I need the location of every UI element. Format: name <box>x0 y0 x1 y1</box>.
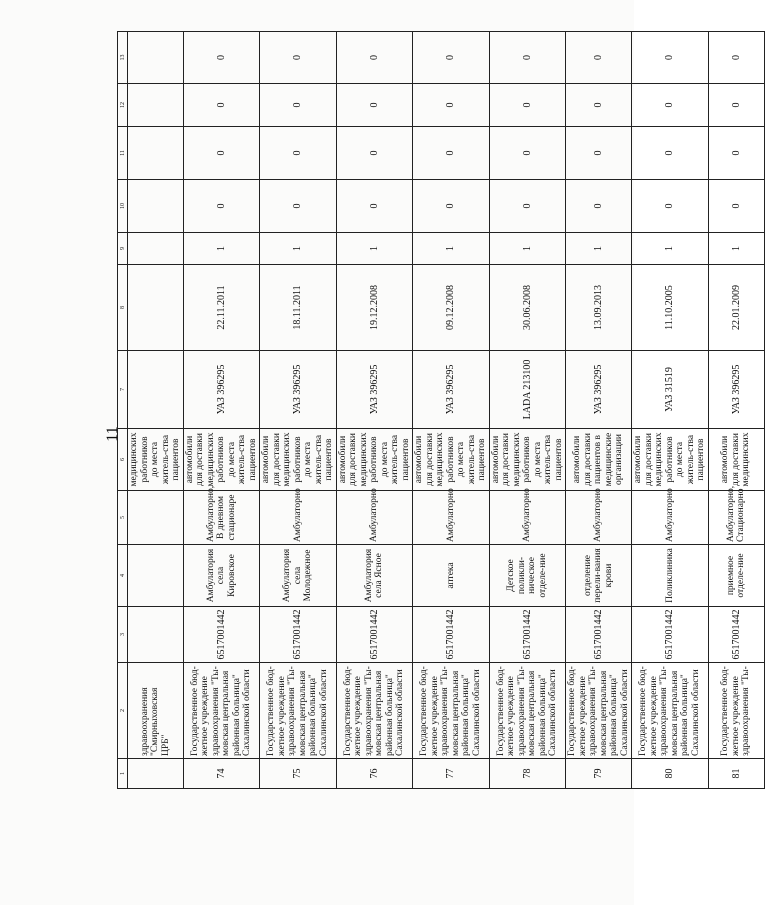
cell-organization: Государственное бюд-жетное учреждение здравоохранения "Ты-мовская центральная районная больница" Сахалинской области <box>632 663 709 759</box>
column-number: 2 <box>118 663 128 759</box>
cell-care-type: Амбулаторно <box>566 491 632 545</box>
rotated-table-container <box>117 32 752 789</box>
cell-care-type: Амбулаторно <box>632 491 709 545</box>
cell-vehicle-model: УАЗ 396295 <box>413 351 490 429</box>
cell-col-13: 0 <box>708 32 764 84</box>
cell-unit: отделение перели-вания крови <box>566 545 632 607</box>
table-row <box>336 32 413 789</box>
cell-col-11: 0 <box>566 127 632 180</box>
cell-col-9: 1 <box>566 233 632 265</box>
cell-inn: 6517001442 <box>489 607 566 663</box>
cell-col-13: 0 <box>260 32 337 84</box>
cell-purpose: автомобили для доставки медицинских работников до места житель-ства пациентов <box>489 429 566 491</box>
cell-empty <box>128 127 184 180</box>
cell-col-12: 0 <box>183 84 260 127</box>
column-number: 3 <box>118 607 128 663</box>
cell-col-10: 0 <box>260 180 337 233</box>
cell-col-12: 0 <box>413 84 490 127</box>
cell-empty <box>128 32 184 84</box>
column-number: 1 <box>118 759 128 789</box>
cell-row-number: 79 <box>566 759 632 789</box>
vehicles-table <box>117 31 765 789</box>
cell-purpose: автомобили для доставки медицинских <box>708 429 764 491</box>
cell-unit: аптека <box>413 545 490 607</box>
cell-row-number: 77 <box>413 759 490 789</box>
cell-purpose: медицинских работников до места житель-ства пациентов <box>128 429 184 491</box>
cell-inn: 6517001442 <box>413 607 490 663</box>
column-number: 8 <box>118 265 128 351</box>
cell-col-12: 0 <box>632 84 709 127</box>
cell-empty <box>128 84 184 127</box>
cell-empty <box>128 265 184 351</box>
column-number: 4 <box>118 545 128 607</box>
cell-col-9: 1 <box>336 233 413 265</box>
cell-vehicle-model: LADA 213100 <box>489 351 566 429</box>
cell-col-13: 0 <box>489 32 566 84</box>
column-number: 12 <box>118 84 128 127</box>
cell-unit: приемное отделе-ние <box>708 545 764 607</box>
cell-col-9: 1 <box>183 233 260 265</box>
cell-inn: 6517001442 <box>632 607 709 663</box>
cell-empty <box>128 491 184 545</box>
cell-date: 18.11.2011 <box>260 265 337 351</box>
cell-organization: Государственное бюд-жетное учреждение здравоохранения "Ты-мовская центральная районная больница" Сахалинской области <box>566 663 632 759</box>
cell-col-13: 0 <box>566 32 632 84</box>
cell-row-number: 81 <box>708 759 764 789</box>
cell-unit: Амбулатория села Молодежное <box>260 545 337 607</box>
cell-organization: Государственное бюд-жетное учреждение здравоохранения "Ты- <box>708 663 764 759</box>
cell-organization: Государственное бюд-жетное учреждение здравоохранения "Ты-мовская центральная районная больница" Сахалинской области <box>336 663 413 759</box>
cell-col-9: 1 <box>260 233 337 265</box>
column-number: 7 <box>118 351 128 429</box>
cell-vehicle-model: УАЗ 396295 <box>260 351 337 429</box>
cell-care-type: Амбулаторно, В дневном стационаре <box>183 491 260 545</box>
cell-col-11: 0 <box>260 127 337 180</box>
cell-date: 30.06.2008 <box>489 265 566 351</box>
cell-col-12: 0 <box>260 84 337 127</box>
cell-date: 13.09.2013 <box>566 265 632 351</box>
cell-date: 19.12.2008 <box>336 265 413 351</box>
cell-col-11: 0 <box>183 127 260 180</box>
cell-row-number: 78 <box>489 759 566 789</box>
table-row <box>183 32 260 789</box>
cell-date: 22.11.2011 <box>183 265 260 351</box>
cell-organization: Государственное бюд-жетное учреждение здравоохранения "Ты-мовская центральная районная больница" Сахалинской области <box>489 663 566 759</box>
column-number: 11 <box>118 127 128 180</box>
cell-col-11: 0 <box>632 127 709 180</box>
cell-vehicle-model: УАЗ 396295 <box>708 351 764 429</box>
cell-organization: Государственное бюд-жетное учреждение здравоохранения "Ты-мовская центральная районная больница" Сахалинской области <box>413 663 490 759</box>
cell-inn: 6517001442 <box>566 607 632 663</box>
cell-purpose: автомобили для доставки медицинских работников до места житель-ства пациентов <box>632 429 709 491</box>
table-row <box>708 32 764 789</box>
cell-organization: здравоохранения "Смирныховская ЦРБ" <box>128 663 184 759</box>
cell-purpose: автомобили для доставки медицинских работников до места житель-ства пациентов <box>260 429 337 491</box>
cell-empty <box>128 607 184 663</box>
column-number: 6 <box>118 429 128 491</box>
cell-row-number: 76 <box>336 759 413 789</box>
cell-care-type: Амбулаторно <box>489 491 566 545</box>
cell-vehicle-model: УАЗ 396295 <box>336 351 413 429</box>
cell-row-number: 74 <box>183 759 260 789</box>
cell-col-10: 0 <box>632 180 709 233</box>
cell-col-9: 1 <box>708 233 764 265</box>
cell-col-9: 1 <box>632 233 709 265</box>
cell-empty <box>128 351 184 429</box>
cell-organization: Государственное бюд-жетное учреждение здравоохранения "Ты-мовская центральная районная больница" Сахалинской области <box>183 663 260 759</box>
cell-date: 09.12.2008 <box>413 265 490 351</box>
cell-inn: 6517001442 <box>183 607 260 663</box>
column-number: 10 <box>118 180 128 233</box>
cell-col-13: 0 <box>183 32 260 84</box>
continued-row <box>128 32 184 789</box>
table-row <box>413 32 490 789</box>
cell-col-9: 1 <box>413 233 490 265</box>
table-row <box>260 32 337 789</box>
cell-empty <box>128 545 184 607</box>
cell-col-11: 0 <box>708 127 764 180</box>
cell-empty <box>128 759 184 789</box>
cell-vehicle-model: УАЗ 396295 <box>183 351 260 429</box>
cell-row-number: 75 <box>260 759 337 789</box>
cell-col-10: 0 <box>183 180 260 233</box>
cell-empty <box>128 233 184 265</box>
cell-care-type: Амбулаторно <box>413 491 490 545</box>
column-number: 9 <box>118 233 128 265</box>
cell-unit: Детское поликли-ническое отделе-ние <box>489 545 566 607</box>
cell-col-10: 0 <box>566 180 632 233</box>
cell-care-type: Амбулаторно <box>336 491 413 545</box>
cell-col-10: 0 <box>489 180 566 233</box>
column-number-row <box>118 32 128 789</box>
cell-col-11: 0 <box>336 127 413 180</box>
cell-empty <box>128 180 184 233</box>
table-row <box>566 32 632 789</box>
cell-col-12: 0 <box>566 84 632 127</box>
cell-inn: 6517001442 <box>260 607 337 663</box>
cell-care-type: Амбулаторно, Стационарно <box>708 491 764 545</box>
cell-date: 22.01.2009 <box>708 265 764 351</box>
table-row <box>632 32 709 789</box>
cell-row-number: 80 <box>632 759 709 789</box>
cell-unit: Амбулатория села Кировское <box>183 545 260 607</box>
cell-col-10: 0 <box>413 180 490 233</box>
cell-col-10: 0 <box>708 180 764 233</box>
cell-col-12: 0 <box>336 84 413 127</box>
cell-purpose: автомобили для доставки медицинских работников до места житель-ства пациентов <box>336 429 413 491</box>
column-number: 5 <box>118 491 128 545</box>
table-body <box>118 32 765 789</box>
cell-col-10: 0 <box>336 180 413 233</box>
cell-col-9: 1 <box>489 233 566 265</box>
cell-purpose: автомобили для доставки медицинских работников до места житель-ства пациентов <box>183 429 260 491</box>
cell-unit: Поликлиника <box>632 545 709 607</box>
page-number: 11 <box>104 426 121 442</box>
cell-col-13: 0 <box>413 32 490 84</box>
column-number: 13 <box>118 32 128 84</box>
cell-col-12: 0 <box>708 84 764 127</box>
cell-organization: Государственное бюд-жетное учреждение здравоохранения "Ты-мовская центральная районная больница" Сахалинской области <box>260 663 337 759</box>
cell-purpose: автомобили для доставки пациентов в медицинские организации <box>566 429 632 491</box>
cell-unit: Амбулатория села Ясное <box>336 545 413 607</box>
cell-col-11: 0 <box>489 127 566 180</box>
cell-vehicle-model: УАЗ 31519 <box>632 351 709 429</box>
cell-inn: 6517001442 <box>708 607 764 663</box>
cell-col-12: 0 <box>489 84 566 127</box>
cell-care-type: Амбулаторно <box>260 491 337 545</box>
cell-date: 11.10.2005 <box>632 265 709 351</box>
cell-vehicle-model: УАЗ 396295 <box>566 351 632 429</box>
cell-inn: 6517001442 <box>336 607 413 663</box>
cell-col-11: 0 <box>413 127 490 180</box>
cell-purpose: автомобили для доставки медицинских работников до места житель-ства пациентов <box>413 429 490 491</box>
cell-col-13: 0 <box>336 32 413 84</box>
cell-col-13: 0 <box>632 32 709 84</box>
table-row <box>489 32 566 789</box>
